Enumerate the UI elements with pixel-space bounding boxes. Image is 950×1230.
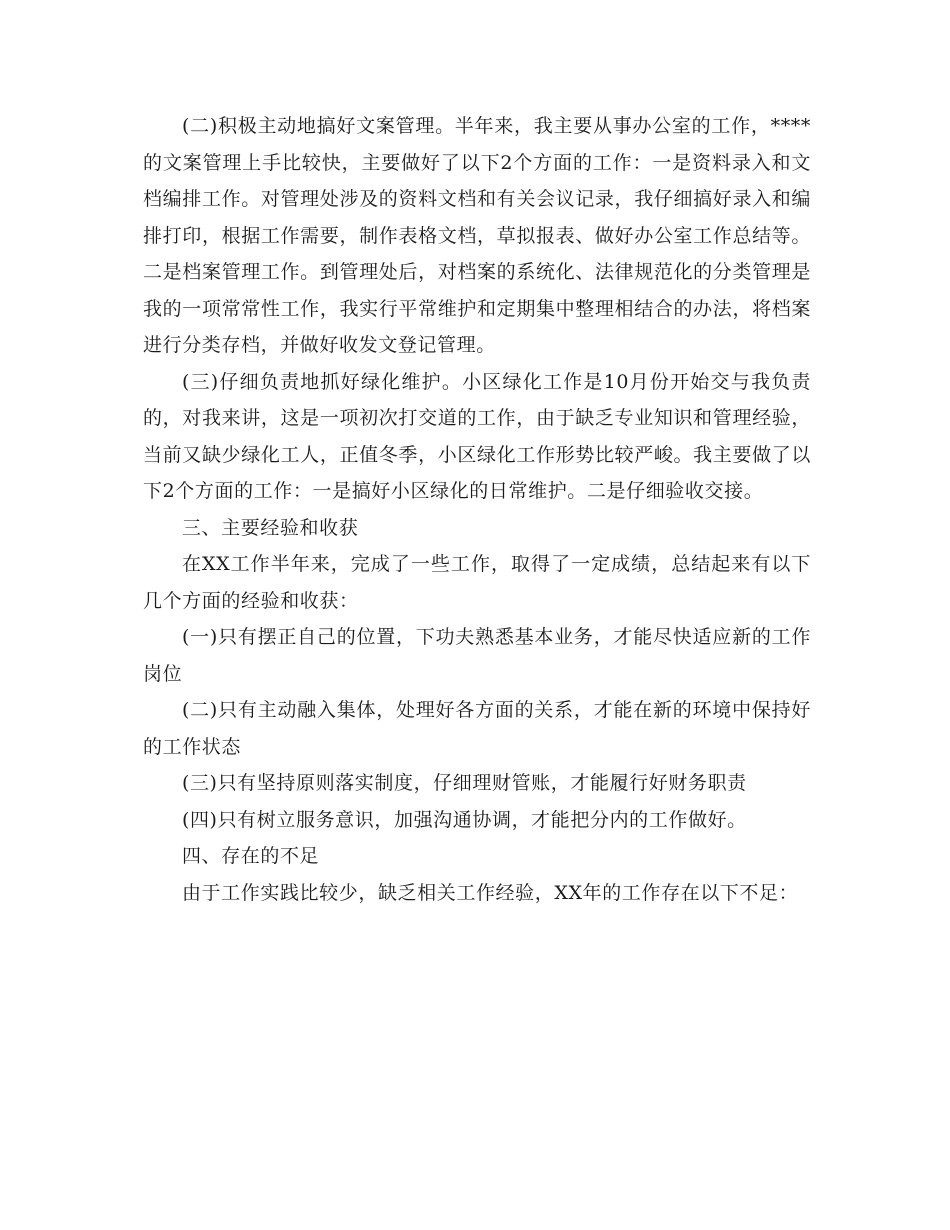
paragraph-greening-maintenance: (三)仔细负责地抓好绿化维护。小区绿化工作是10月份开始交与我负责的，对我来讲，这是一项初次打交道的工作，由于缺乏专业知识和管理经验，当前又缺少绿化工人，正值冬季，小区绿化工作形势比较严峻。我主要做了以下2个方面的工作：一是搞好小区绿化的日常维护。二是仔细验收交接。: [143, 370, 811, 502]
paragraph-experience-4: (四)只有树立服务意识，加强沟通协调，才能把分内的工作做好。: [181, 808, 747, 831]
section-heading-experience: 三、主要经验和收获: [181, 516, 359, 539]
paragraph-document-management: (二)积极主动地搞好文案管理。半年来，我主要从事办公室的工作，****的文案管理上手比较快，主要做好了以下2个方面的工作：一是资料录入和文档编排工作。对管理处涉及的资料文档和有关会议记录，我仔细搞好录入和编排打印，根据工作需要，制作表格文档，草拟报表、做好办公室工作总结等。二是档案管理工作。到管理处后，对档案的系统化、法律规范化的分类管理是我的一项常常性工作，我实行平常维护和定期集中整理相结合的办法，将档案进行分类存档，并做好收发文登记管理。: [143, 115, 811, 356]
section-heading-shortcomings: 四、存在的不足: [181, 845, 320, 867]
paragraph-experience-2: (二)只有主动融入集体，处理好各方面的关系，才能在新的环境中保持好的工作状态: [143, 699, 811, 758]
paragraph-experience-3: (三)只有坚持原则落实制度，仔细理财管账，才能履行好财务职责: [181, 772, 747, 794]
document-body: [143, 108, 811, 911]
paragraph-experience-1: (一)只有摆正自己的位置，下功夫熟悉基本业务，才能尽快适应新的工作岗位: [143, 626, 811, 685]
paragraph-shortcomings-intro: 由于工作实践比较少，缺乏相关工作经验，XX年的工作存在以下不足：: [181, 881, 799, 904]
paragraph-experience-intro: 在XX工作半年来，完成了一些工作，取得了一定成绩，总结起来有以下几个方面的经验和收获：: [143, 553, 811, 612]
